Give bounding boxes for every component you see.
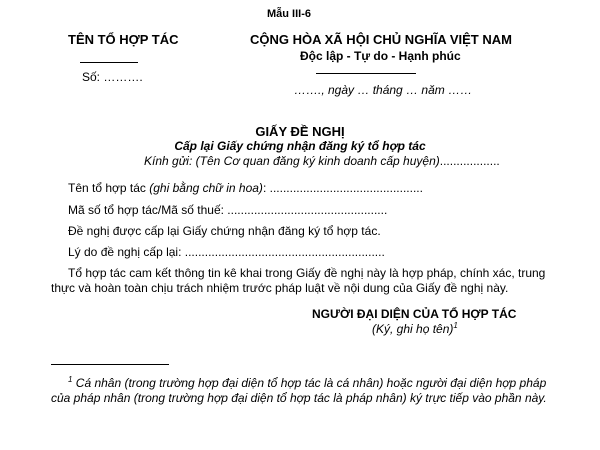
footnote-ref: 1 (68, 375, 73, 384)
field-reason (68, 245, 385, 259)
signature-note: (Ký, ghi họ tên) (372, 322, 454, 336)
field-dots: ............................................................ (184, 245, 385, 259)
nation-motto: Độc lập - Tự do - Hạnh phúc (300, 49, 461, 63)
field-note: (ghi bằng chữ in hoa) (149, 181, 263, 195)
recipient-dots: .................. (439, 154, 500, 168)
commitment-line-1: Tổ hợp tác cam kết thông tin kê khai trong Giấy đề nghị này là hợp pháp, chính xác, trung (68, 266, 546, 280)
recipient-label: Kính gửi: (144, 154, 193, 168)
field-dots: : .............................................. (262, 181, 423, 195)
field-dots: ................................................ (227, 203, 388, 217)
doc-subtitle: Cấp lại Giấy chứng nhận đăng ký tổ hợp tác (174, 139, 426, 153)
signature-footnote-ref: 1 (453, 321, 458, 330)
footnote-line-1 (68, 376, 546, 390)
nation-title: CỘNG HÒA XÃ HỘI CHỦ NGHĨA VIỆT NAM (250, 32, 512, 47)
motto-underline (316, 73, 416, 74)
field-label: Đề nghị được cấp lại Giấy chứng nhận đăng ký tổ hợp tác. (68, 224, 381, 238)
footnote-text-1: Cá nhân (trong trường hợp đại diện tổ hợp tác là cá nhân) hoặc người đại diện hợp pháp (72, 376, 547, 390)
field-label: Mã số tổ hợp tác/Mã số thuế: (68, 203, 228, 217)
field-label: Tên tổ hợp tác (68, 181, 150, 195)
signature-title: NGƯỜI ĐẠI DIỆN CỦA TỔ HỢP TÁC (312, 307, 517, 321)
field-label: Lý do đề nghị cấp lại: (68, 245, 185, 259)
org-name: TÊN TỔ HỢP TÁC (68, 32, 179, 47)
recipient-value: (Tên Cơ quan đăng ký kinh doanh cấp huyện) (195, 154, 440, 168)
field-org-name (68, 181, 423, 195)
recipient-line (144, 154, 500, 168)
footnote-separator (51, 364, 169, 365)
date-line: ……., ngày … tháng … năm …… (294, 83, 473, 97)
form-code: Mẫu III-6 (267, 8, 312, 20)
signature-note-line (372, 322, 458, 336)
commitment-line-2: thực và hoàn toàn chịu trách nhiệm trước pháp luật về nội dung của Giấy đề nghị này. (51, 281, 509, 295)
field-tax-code (68, 203, 387, 217)
org-name-underline (80, 62, 138, 63)
org-number: Số: ………. (82, 70, 143, 84)
doc-title: GIẤY ĐỀ NGHỊ (255, 124, 345, 139)
footnote-line-2: của pháp nhân (trong trường hợp đại diện tổ hợp tác là pháp nhân) ký trực tiếp vào phần này. (51, 391, 547, 405)
field-request (68, 224, 381, 238)
